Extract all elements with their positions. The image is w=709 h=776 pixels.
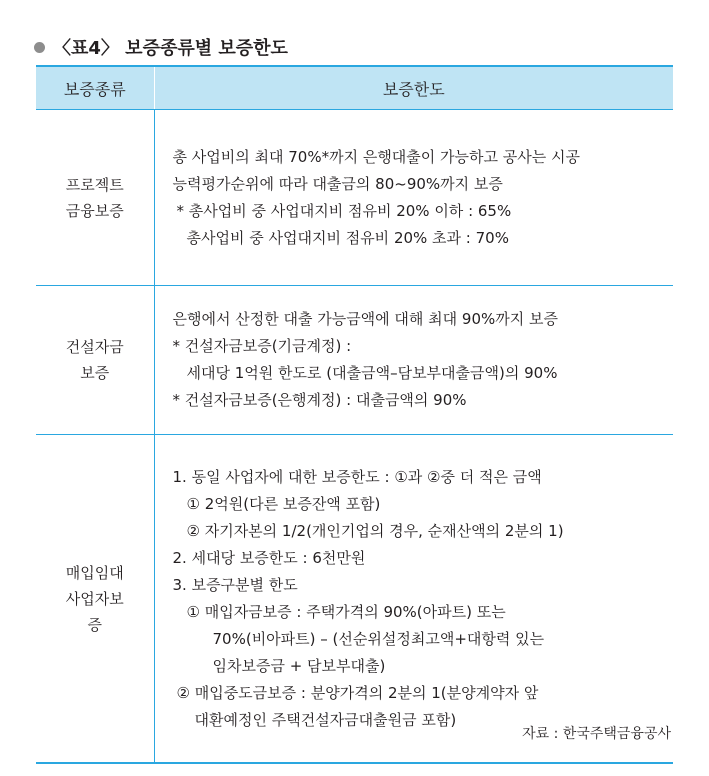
limit-line: 70%(비아파트) – (선순위설정최고액+대항력 있는 [212, 629, 545, 648]
guarantee-limit-cell [154, 435, 673, 764]
table-row [36, 110, 673, 286]
guarantee-type-line: 금융보증 [65, 201, 124, 220]
limit-line: ① 2억원(다른 보증잔액 포함) [186, 494, 381, 513]
limit-line: 세대당 1억원 한도로 (대출금액–담보부대출금액)의 90% [186, 364, 558, 382]
limit-line: 은행에서 산정한 대출 가능금액에 대해 최대 90%까지 보증 [172, 310, 558, 328]
limit-line: 총 사업비의 최대 70%*까지 은행대출이 가능하고 공사는 시공 [172, 147, 580, 166]
limit-line: 능력평가순위에 따라 대출금의 80~90%까지 보증 [172, 174, 503, 193]
guarantee-limit-table [36, 65, 673, 764]
limit-line: * 건설자금보증(은행계정) : 대출금액의 90% [172, 391, 467, 409]
guarantee-type-line: 증 [87, 615, 102, 634]
guarantee-type-line: 건설자금 [65, 338, 124, 356]
table-title [34, 34, 288, 60]
guarantee-type-cell [36, 435, 154, 764]
table-row [36, 435, 673, 764]
limit-line: ① 매입자금보증 : 주택가격의 90%(아파트) 또는 [186, 602, 506, 621]
guarantee-type-line: 매입임대 [65, 563, 124, 582]
limit-line: * 총사업비 중 사업대지비 점유비 20% 이하 : 65% [176, 201, 512, 220]
limit-line: * 건설자금보증(기금계정) : [172, 337, 352, 355]
limit-line: 1. 동일 사업자에 대한 보증한도 : ①과 ②중 더 적은 금액 [172, 467, 542, 486]
limit-line: ② 매입중도금보증 : 분양가격의 2분의 1(분양계약자 앞 [176, 683, 539, 702]
limit-line: 대환예정인 주택건설자금대출원금 포함) [194, 710, 457, 729]
limit-line: 임차보증금 + 담보부대출) [212, 656, 386, 675]
table-title-text: 〈표4〉 보증종류별 보증한도 [53, 38, 288, 59]
table-row [36, 286, 673, 435]
guarantee-type-line: 사업자보 [65, 589, 124, 608]
header-guarantee-type: 보증종류 [36, 66, 154, 110]
limit-line: 2. 세대당 보증한도 : 6천만원 [172, 548, 366, 567]
guarantee-type-cell [36, 286, 154, 435]
guarantee-type-line: 보증 [80, 364, 110, 382]
bullet-icon [34, 42, 45, 53]
guarantee-type-line: 프로젝트 [65, 175, 124, 194]
limit-line: ② 자기자본의 1/2(개인기업의 경우, 순재산액의 2분의 1) [186, 521, 564, 540]
guarantee-type-cell [36, 110, 154, 286]
header-guarantee-limit: 보증한도 [154, 66, 673, 110]
source-note: 자료 : 한국주택금융공사 [522, 726, 671, 742]
limit-line: 3. 보증구분별 한도 [172, 575, 298, 594]
table-header-row [36, 66, 673, 110]
guarantee-limit-cell [154, 110, 673, 286]
guarantee-limit-cell [154, 286, 673, 435]
limit-line: 총사업비 중 사업대지비 점유비 20% 초과 : 70% [186, 228, 509, 247]
